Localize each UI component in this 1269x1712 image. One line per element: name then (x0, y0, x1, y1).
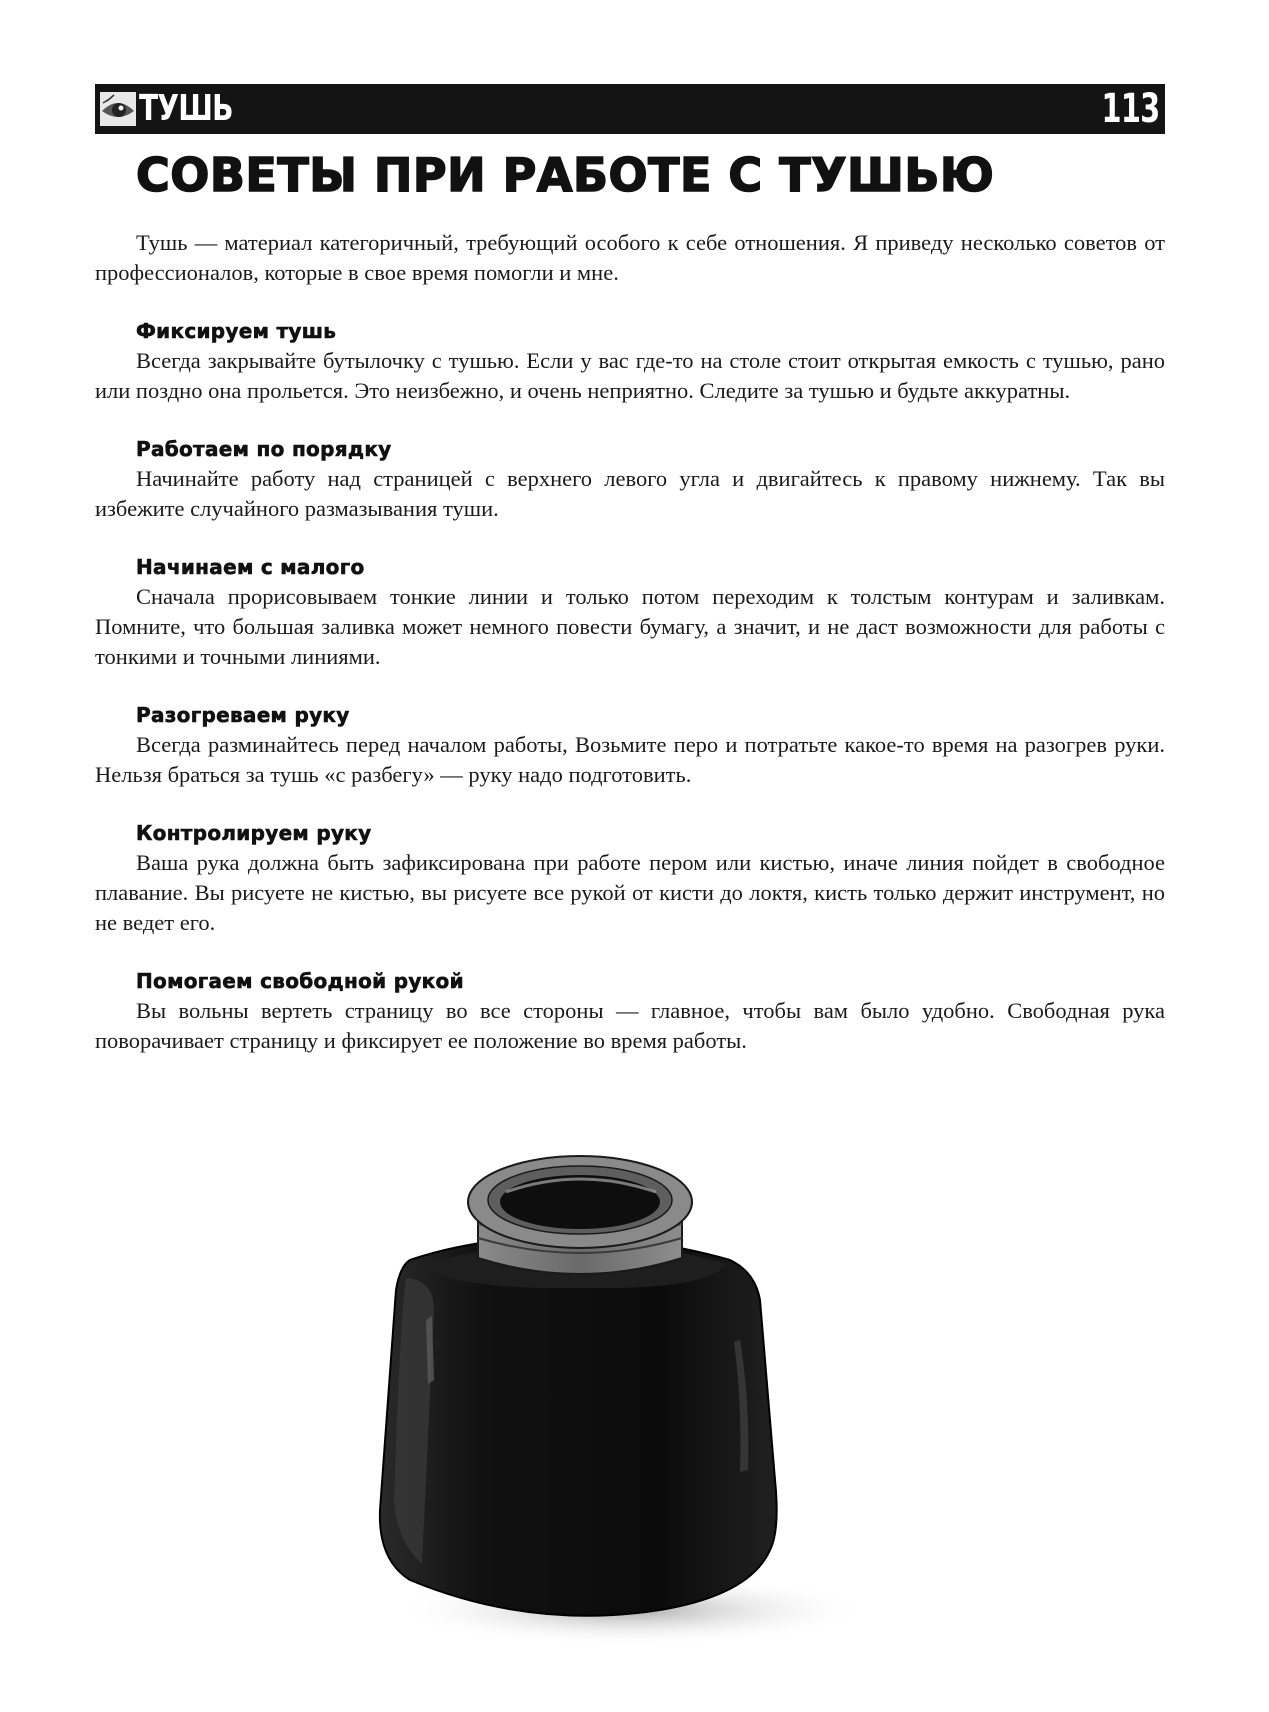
section-heading: Работаем по порядку (136, 437, 392, 461)
eye-logo-icon (99, 89, 137, 129)
running-header (95, 84, 1165, 134)
section-heading: Фиксируем тушь (136, 319, 337, 343)
section-paragraph: Сначала прорисовываем тонкие линии и только потом переходим к толстым контурам и заливкам. Помните, что большая заливка может немного повести бумагу, а значит, и не даст возможности для работы с тонкими и точными линиями. (95, 584, 1165, 669)
section-start-small (95, 552, 1165, 672)
section-heading: Контролируем руку (136, 821, 372, 845)
intro-paragraph: Тушь — материал категоричный, требующий особого к себе отношения. Я приведу несколько советов от профессионалов, которые в свое время помогли и мне. (95, 230, 1165, 285)
section-control-hand (95, 818, 1165, 938)
article-body (95, 228, 1165, 1056)
ink-bottle-illustration (330, 1140, 870, 1660)
section-paragraph: Начинайте работу над страницей с верхнего левого угла и двигайтесь к правому нижнему. Так вы избежите случайного размазывания туши. (95, 466, 1165, 521)
section-paragraph: Всегда закрывайте бутылочку с тушью. Если у вас где-то на столе стоит открытая емкость с тушью, рано или поздно она прольется. Это неизбежно, и очень неприятно. Следите за тушью и будьте аккуратны. (95, 348, 1165, 403)
section-heading: Помогаем свободной рукой (136, 969, 464, 993)
section-fixing-ink (95, 316, 1165, 406)
page-number: 113 (1101, 86, 1159, 132)
section-heading: Разогреваем руку (136, 703, 350, 727)
section-warm-up-hand (95, 700, 1165, 790)
running-title: ТУШЬ (139, 88, 233, 129)
section-paragraph: Ваша рука должна быть зафиксирована при работе пером или кистью, иначе линия пойдет в свободное плавание. Вы рисуете не кистью, вы рисуете все рукой от кисти до локтя, кисть только держит инструмент, но не ведет его. (95, 850, 1165, 935)
section-work-in-order (95, 434, 1165, 524)
running-header-left (99, 84, 259, 134)
section-paragraph: Всегда разминайтесь перед началом работы, Возьмите перо и потратьте какое-то время на разогрев руки. Нельзя браться за тушь «с разбегу» — руку надо подготовить. (95, 732, 1165, 787)
section-paragraph: Вы вольны вертеть страницу во все стороны — главное, чтобы вам было удобно. Свободная рука поворачивает страницу и фиксирует ее положение во время работы. (95, 998, 1165, 1053)
section-free-hand (95, 966, 1165, 1056)
page-title: СОВЕТЫ ПРИ РАБОТЕ С ТУШЬЮ (136, 148, 995, 202)
section-heading: Начинаем с малого (136, 555, 365, 579)
